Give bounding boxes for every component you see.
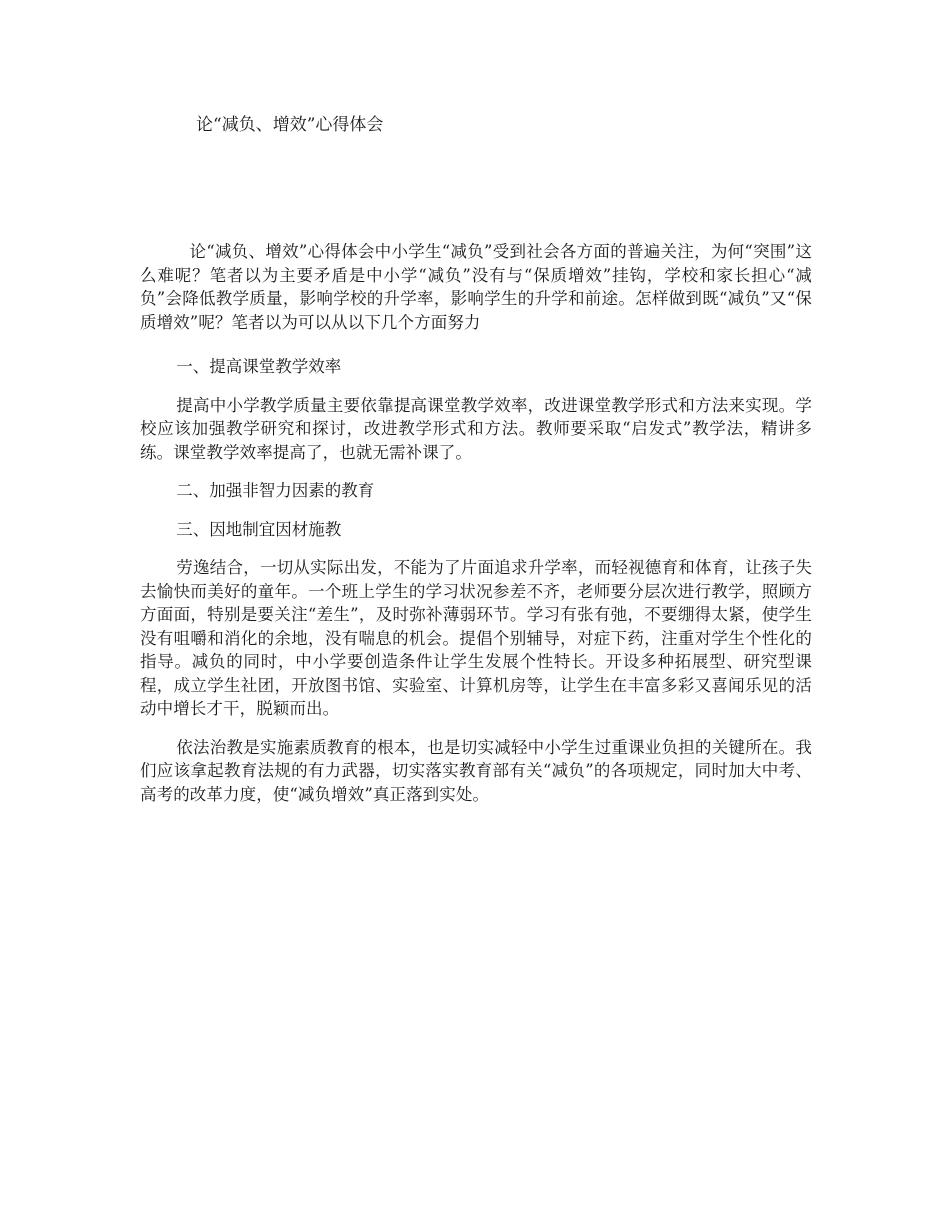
section-heading-2: 二、加强非智力因素的教育: [176, 481, 375, 500]
section-paragraph-3: 劳逸结合，一切从实际出发，不能为了片面追求升学率，而轻视德育和体育，让孩子失去愉快而美好的童年。一个班上学生的学习状况参差不齐，老师要分层次进行教学，照顾方方面面，特别是要关注“差生”，及时弥补薄弱环节。学习有张有弛，不要绷得太紧，使学生没有咀嚼和消化的余地，没有喘息的机会。提倡个别辅导，对症下药，注重对学生个性化的指导。减负的同时，中小学要创造条件让学生发展个性特长。开设多种拓展型、研究型课程，成立学生社团，开放图书馆、实验室、计算机房等，让学生在丰富多彩又喜闻乐见的活动中增长才干，脱颖而出。: [140, 558, 812, 718]
section-paragraph-1: 提高中小学教学质量主要依靠提高课堂教学效率，改进课堂教学形式和方法来实现。学校应该加强教学研究和探讨，改进教学形式和方法。教师要采取“启发式”教学法，精讲多练。课堂教学效率提高了，也就无需补课了。: [140, 395, 812, 462]
conclusion-paragraph: 依法治教是实施素质教育的根本，也是切实减轻中小学生过重课业负担的关键所在。我们应该拿起教育法规的有力武器，切实落实教育部有关“减负”的各项规定，同时加大中考、高考的改革力度，使“减负增效”真正落到实处。: [140, 737, 812, 804]
intro-paragraph: 论“减负、增效”心得体会中小学生“减负”受到社会各方面的普遍关注，为何“突围”这么难呢？笔者以为主要矛盾是中小学“减负”没有与“保质增效”挂钩，学校和家长担心“减负”会降低教学质量，影响学校的升学率，影响学生的升学和前途。怎样做到既“减负”又“保质增效”呢？笔者以为可以从以下几个方面努力: [140, 242, 812, 332]
document-body: [140, 240, 812, 821]
document-title: 论“减负、增效”心得体会: [196, 115, 384, 135]
section-heading-1: 一、提高课堂教学效率: [176, 357, 342, 376]
section-heading-3: 三、因地制宜因材施教: [176, 519, 342, 539]
